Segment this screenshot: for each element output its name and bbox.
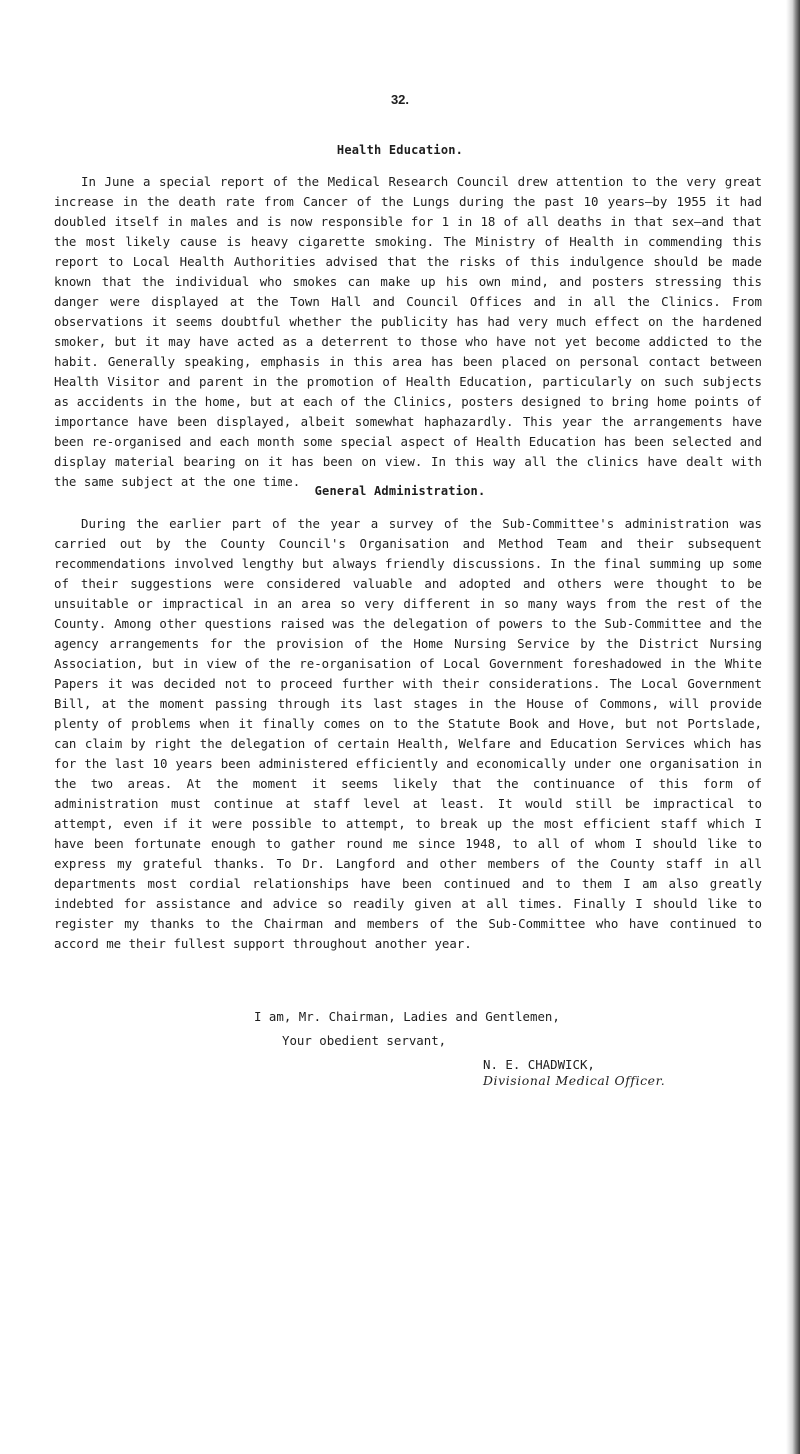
signatory-title: Divisional Medical Officer. [483, 1073, 666, 1088]
closing-salutation: I am, Mr. Chairman, Ladies and Gentlemen, [254, 1009, 560, 1024]
section-heading-general-administration: General Administration. [314, 484, 486, 498]
section-heading-health-education: Health Education. [336, 143, 464, 157]
closing-valediction: Your obedient servant, [282, 1033, 447, 1048]
scanned-page-edge [786, 0, 800, 1454]
signatory-name: N. E. CHADWICK, [483, 1057, 595, 1072]
page-number: 32. [390, 92, 410, 107]
section-body-general-administration: During the earlier part of the year a survey of the Sub-Committee's administration was carried out by the County Council's Organisation and Method Team and their subsequent recommendations involved lengthy but always friendly discussions. In the final summing up some of their suggestions were considered valuable and adopted and others were thought to be unsuitable or impractical in an area so very different in so many ways from the rest of the County. Among other questions raised was the delegation of powers to the Sub-Committee and the agency arrangements for the provision of the Home Nursing Service by the District Nursing Association, but in view of the re-organisation of Local Government foreshadowed in the White Papers it was decided not to proceed further with their considerations. The Local Government Bill, at the moment passing through its last stages in the House of Commons, will provide plenty of problems when it finally comes on to the Statute Book and Hove, but not Portslade, can claim by right the delegation of certain Health, Welfare and Education Services which has for the last 10 years been administered efficiently and economically under one organisation in the two areas. At the moment it seems likely that the continuance of this form of administration must continue at staff level at least. It would still be impractical to attempt, even if it were possible to attempt, to break up the most efficient staff which I have been fortunate enough to gather round me since 1948, to all of whom I should like to express my grateful thanks. To Dr. Langford and other members of the County staff in all departments most cordial relationships have been continued and to them I am also greatly indebted for assistance and advice so readily given at all times. Finally I should like to register my thanks to the Chairman and members of the Sub-Committee who have continued to accord me their fullest support throughout another year. [54, 516, 762, 951]
section-body-health-education: In June a special report of the Medical Research Council drew attention to the very great increase in the death rate from Cancer of the Lungs during the past 10 years—by 1955 it had doubled itself in males and is now responsible for 1 in 18 of all deaths in that sex—and that the most likely cause is heavy cigarette smoking. The Ministry of Health in commending this report to Local Health Authorities advised that the risks of this indulgence should be made known that the individual who smokes can make up his own mind, and posters stressing this danger were displayed at the Town Hall and Council Offices and in all the Clinics. From observations it seems doubtful whether the publicity has had very much effect on the hardened smoker, but it may have acted as a deterrent to those who have not yet become addicted to the habit. Generally speaking, emphasis in this area has been placed on personal contact between Health Visitor and parent in the promotion of Health Education, particularly on such subjects as accidents in the home, but at each of the Clinics, posters designed to bring home points of importance have been displayed, albeit somewhat haphazardly. This year the arrangements have been re-organised and each month some special aspect of Health Education has been selected and display material bearing on it has been on view. In this way all the clinics have dealt with the same subject at the one time. [54, 174, 762, 489]
